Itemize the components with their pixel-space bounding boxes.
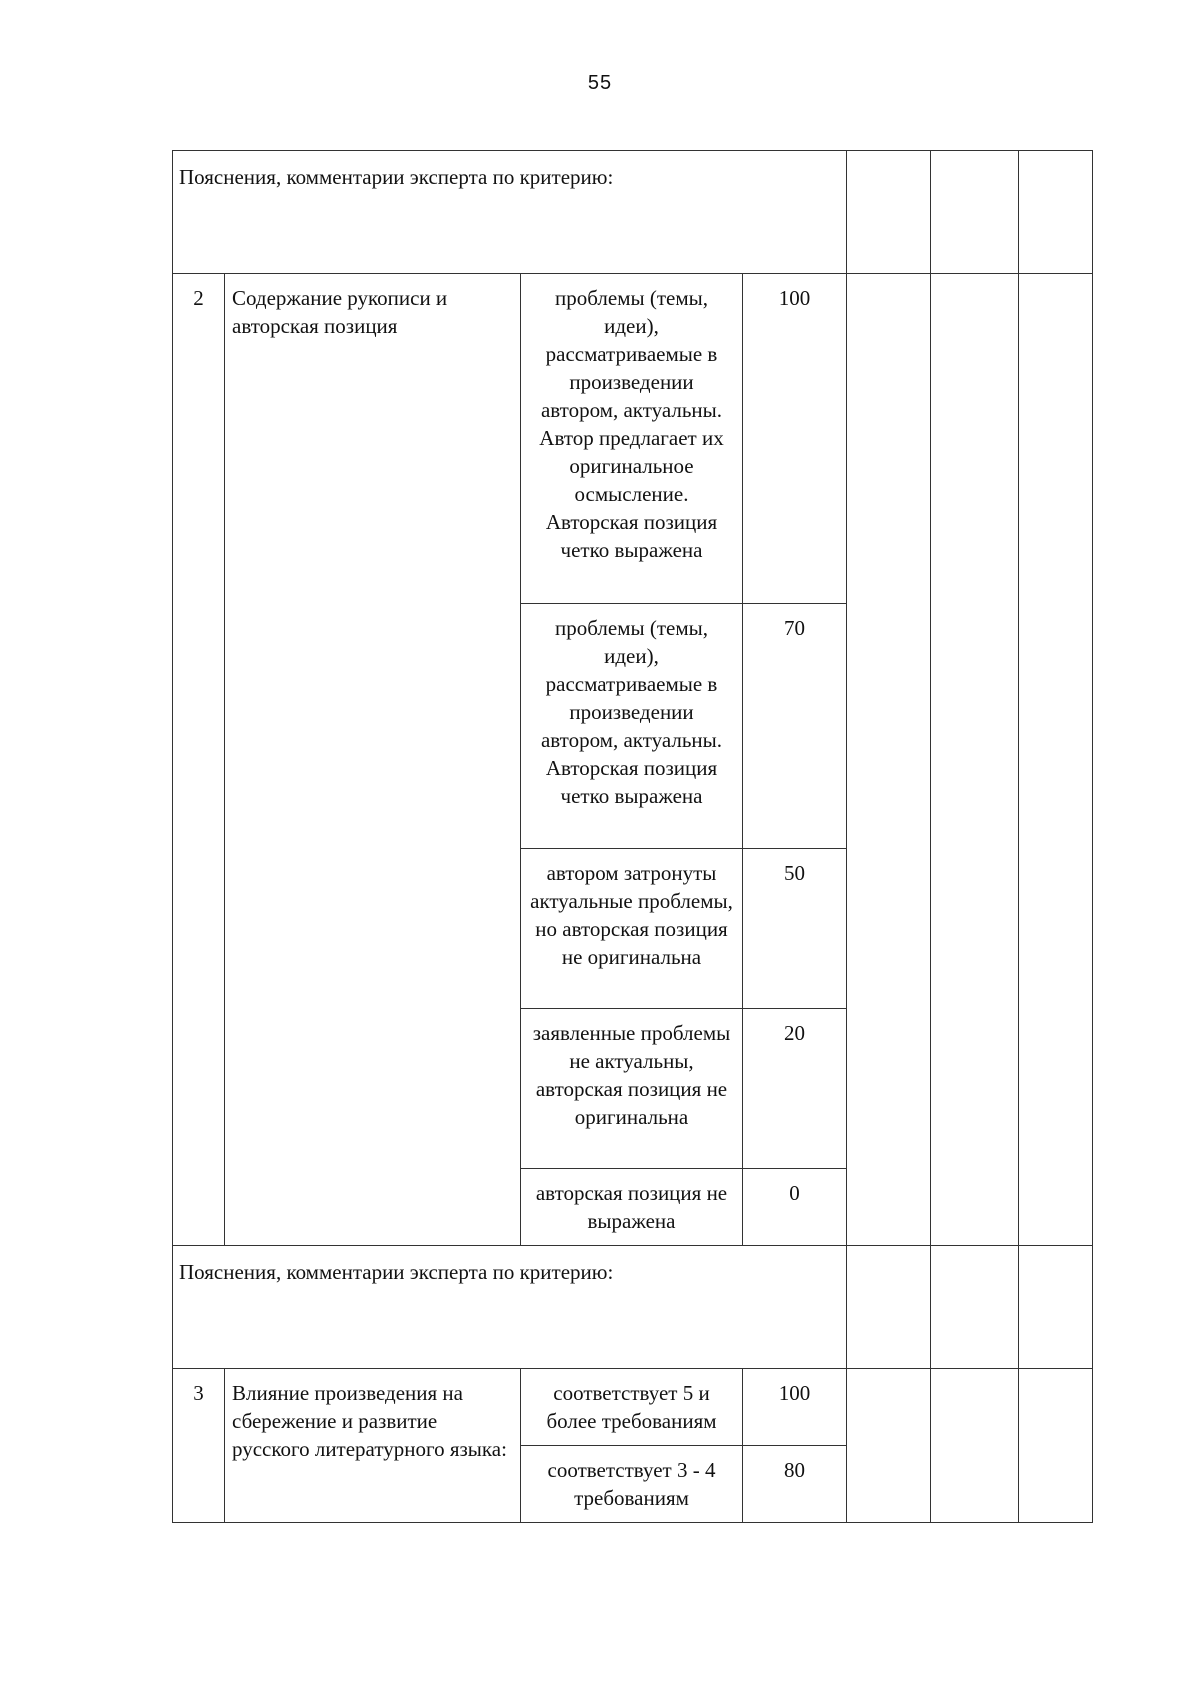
comment-cell [173, 151, 847, 274]
expert-cell-2[interactable] [931, 1369, 1019, 1523]
level-description: соответствует 3 - 4 требованиям [521, 1446, 743, 1523]
level-description: авторская позиция не выражена [521, 1169, 743, 1246]
expert-cell-2[interactable] [931, 151, 1019, 274]
level-score: 50 [743, 849, 847, 1009]
expert-cell-3[interactable] [1019, 151, 1093, 274]
comment-label: Пояснения, комментарии эксперта по критерию: [179, 165, 614, 189]
level-description: проблемы (темы, идеи), рассматриваемые в произведении автором, актуальны. Автор предлагает их оригинальное осмысление. Авторская позиция четко выражена [521, 274, 743, 604]
expert-cell-1[interactable] [847, 1246, 931, 1369]
level-score: 0 [743, 1169, 847, 1246]
comment-label: Пояснения, комментарии эксперта по критерию: [179, 1260, 614, 1284]
level-score: 100 [743, 1369, 847, 1446]
level-score: 100 [743, 274, 847, 604]
expert-cell-1[interactable] [847, 1369, 931, 1523]
expert-cell-3[interactable] [1019, 1246, 1093, 1369]
expert-cell-2[interactable] [931, 274, 1019, 1246]
criterion-name: Содержание рукописи и авторская позиция [225, 274, 521, 1246]
criterion-number: 2 [173, 274, 225, 1246]
comment-cell [173, 1246, 847, 1369]
criterion-row [173, 1369, 1093, 1446]
expert-cell-3[interactable] [1019, 274, 1093, 1246]
level-description: заявленные проблемы не актуальны, авторская позиция не оригинальна [521, 1009, 743, 1169]
level-description: проблемы (темы, идеи), рассматриваемые в произведении автором, актуальны. Авторская позиция четко выражена [521, 604, 743, 849]
level-score: 80 [743, 1446, 847, 1523]
expert-cell-3[interactable] [1019, 1369, 1093, 1523]
criterion-name: Влияние произведения на сбережение и развитие русского литературного языка: [225, 1369, 521, 1523]
comment-row-1 [173, 151, 1093, 274]
expert-cell-1[interactable] [847, 274, 931, 1246]
level-score: 20 [743, 1009, 847, 1169]
criteria-table [172, 150, 1093, 1523]
comment-row-2 [173, 1246, 1093, 1369]
criterion-number: 3 [173, 1369, 225, 1523]
level-score: 70 [743, 604, 847, 849]
page-number: 55 [587, 72, 613, 94]
level-description: соответствует 5 и более требованиям [521, 1369, 743, 1446]
expert-cell-2[interactable] [931, 1246, 1019, 1369]
level-description: автором затронуты актуальные проблемы, но авторская позиция не оригинальна [521, 849, 743, 1009]
criterion-row [173, 274, 1093, 604]
expert-cell-1[interactable] [847, 151, 931, 274]
